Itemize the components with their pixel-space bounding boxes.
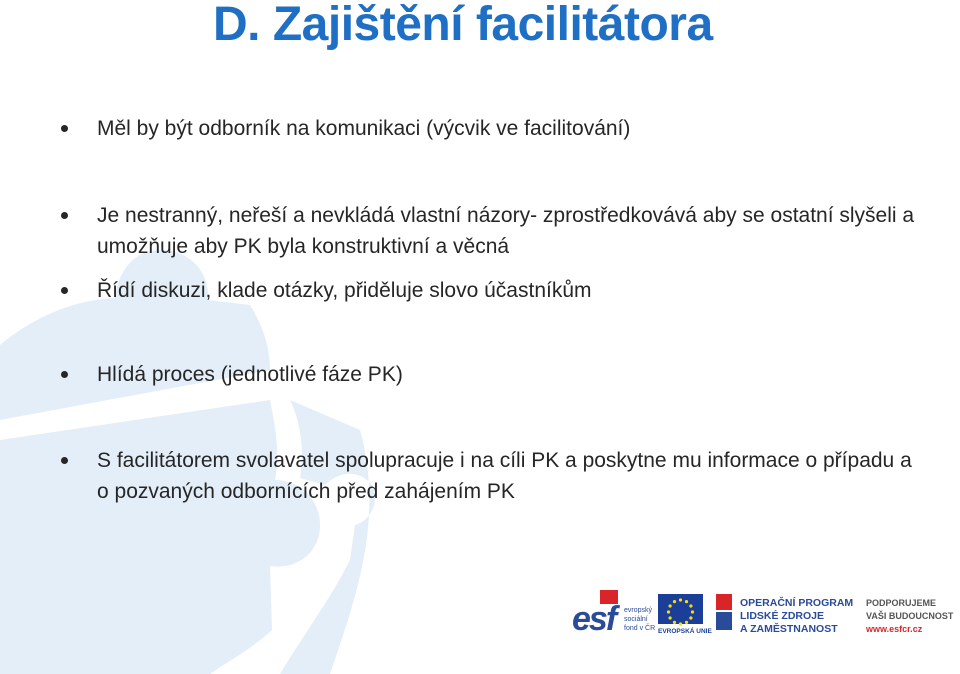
- op-line: OPERAČNÍ PROGRAM: [740, 597, 854, 609]
- bullet-item: Řídí diskuzi, klade otázky, přiděluje slovo účastníkům: [97, 275, 917, 306]
- op-mark-red: [716, 594, 732, 610]
- website-link: www.esfcr.cz: [866, 624, 923, 634]
- bullet-item: Hlídá proces (jednotlivé fáze PK): [97, 359, 917, 390]
- op-line: A ZAMĚSTNANOST: [740, 623, 838, 635]
- bullet-item: S facilitátorem svolavatel spolupracuje i na cíli PK a poskytne mu informace o případu a o pozvaných odbornících před zahájením PK: [97, 445, 917, 507]
- eu-logo: [658, 594, 712, 635]
- bullet-item: Měl by být odborník na komunikaci (výcvik ve facilitování): [97, 113, 917, 144]
- slide-title: D. Zajištění facilitátora: [213, 0, 713, 51]
- esf-mark: esf: [572, 600, 616, 638]
- bullet-item: Je nestranný, neřeší a nevkládá vlastní názory- zprostředkovává aby se ostatní slyšeli a umožňuje aby PK byla konstruktivní a věcná: [97, 200, 917, 262]
- esf-caption-line: sociální: [624, 616, 648, 623]
- op-mark-blue: [716, 612, 732, 630]
- esf-logo: [572, 590, 655, 638]
- support-line: VAŠI BUDOUCNOST: [866, 611, 954, 621]
- esf-caption-line: evropský: [624, 607, 653, 614]
- esf-caption-line: fond v ČR: [624, 625, 656, 632]
- eu-caption: EVROPSKÁ UNIE: [658, 628, 712, 635]
- op-lzz-logo: [716, 594, 853, 635]
- support-slogan: [865, 598, 954, 634]
- op-line: LIDSKÉ ZDROJE: [740, 610, 825, 622]
- support-line: PODPORUJEME: [866, 598, 937, 608]
